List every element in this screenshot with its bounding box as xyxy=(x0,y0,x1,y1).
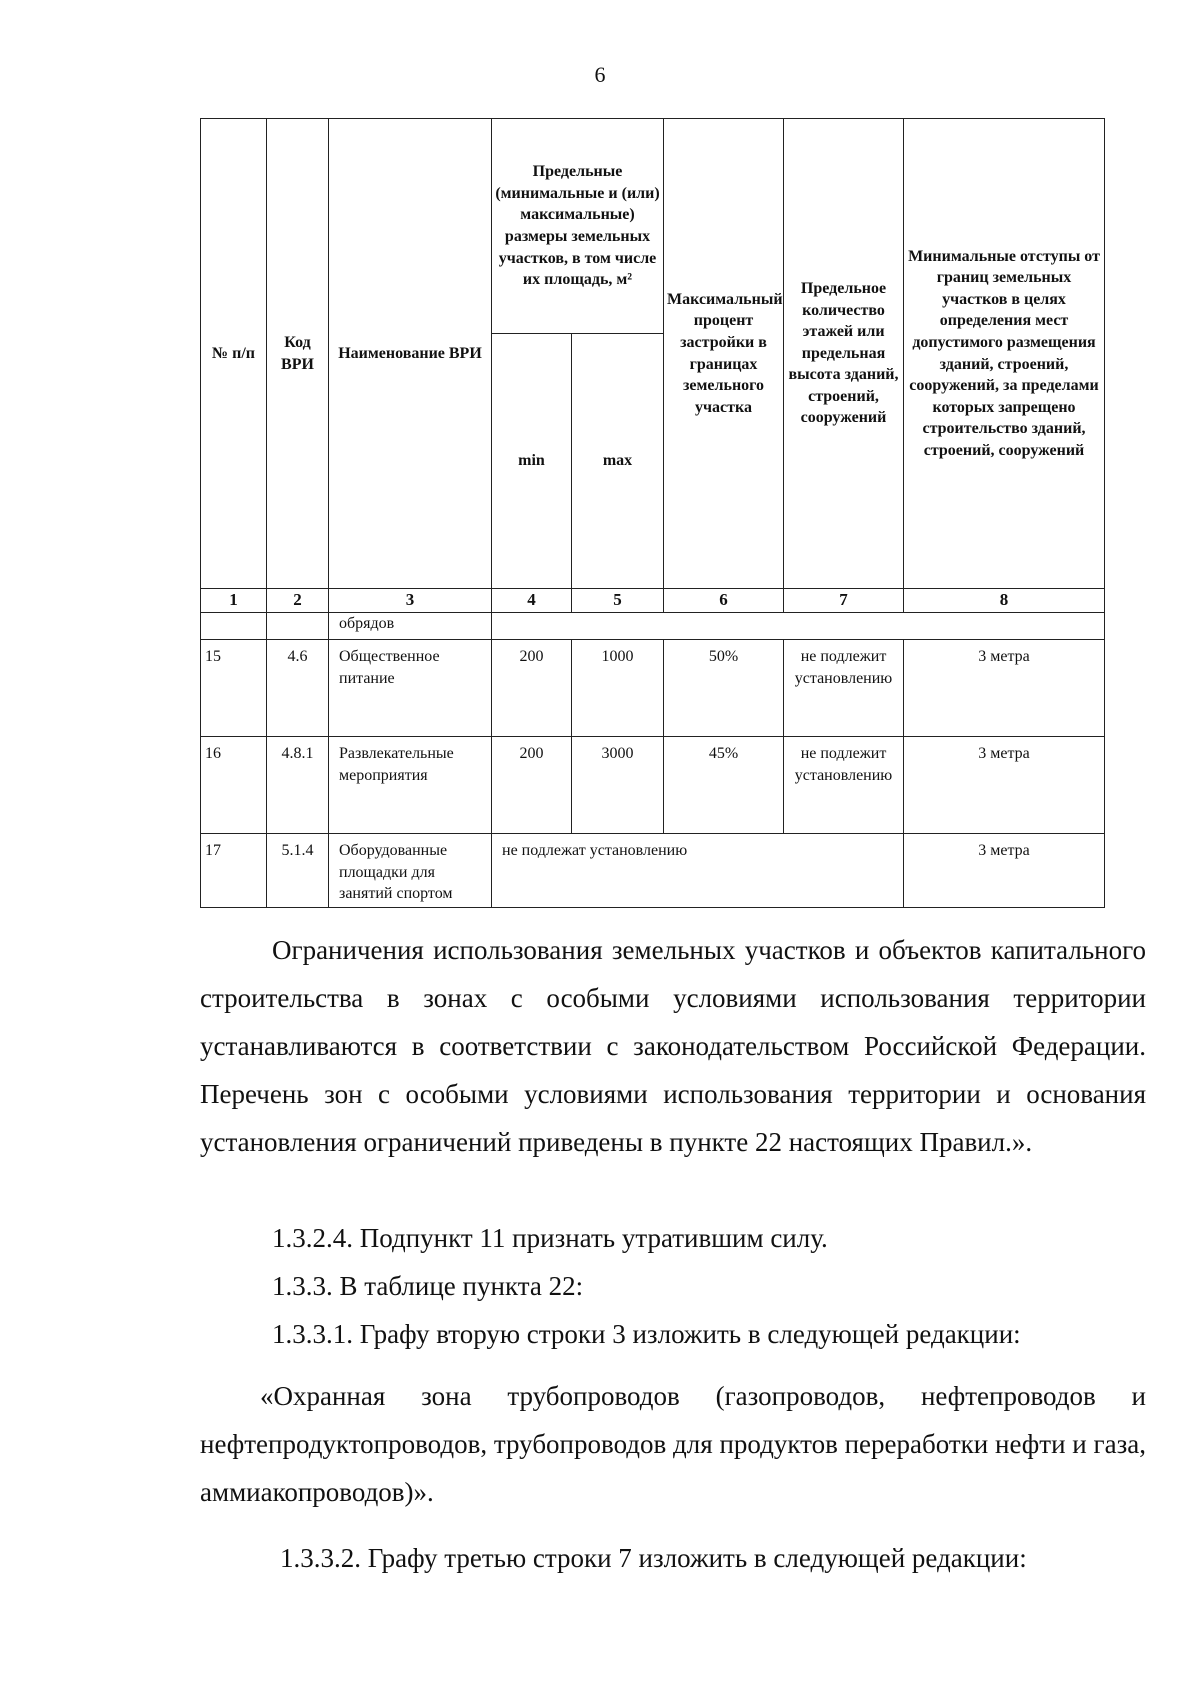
item-1-3-3-2: 1.3.3.2. Графу третью строки 7 изложить в следующей редакции: xyxy=(280,1543,1027,1573)
row-code: 4.8.1 xyxy=(267,736,329,833)
row-floors: не подлежит установлению xyxy=(784,736,904,833)
continuation-text: обрядов xyxy=(329,612,492,639)
row-min: 200 xyxy=(492,639,572,736)
row-merged-note: не подлежат установлению xyxy=(492,833,904,907)
row-name: Общественное питание xyxy=(329,639,492,736)
header-num: № п/п xyxy=(201,119,267,589)
item-1-3-3: 1.3.3. В таблице пункта 22: xyxy=(272,1271,584,1301)
row-num: 15 xyxy=(201,639,267,736)
page-number: 6 xyxy=(594,62,606,87)
continuation-row xyxy=(201,612,1105,639)
row-code: 4.6 xyxy=(267,639,329,736)
item-1-3-2-4: 1.3.2.4. Подпункт 11 признать утратившим силу. xyxy=(272,1223,828,1253)
row-num: 16 xyxy=(201,736,267,833)
column-number: 7 xyxy=(784,589,904,613)
paragraph-restrictions: Ограничения использования земельных участков и объектов капитального строительства в зонах с особыми условиями использования территории устанавливаются в соответствии с законодательством Российской Федерации. Перечень зон с особыми условиями использования территории и основания установления ограничений приведены в пункте 22 настоящих Правил.». xyxy=(200,935,1146,1157)
column-number: 3 xyxy=(329,589,492,613)
header-setbacks: Минимальные отступы от границ земельных участков в целях определения мест допустимого размещения зданий, строений, сооружений, за пределами которых запрещено строительство зданий, строений, сооружений xyxy=(904,119,1105,589)
table-row xyxy=(201,833,1105,907)
header-max: max xyxy=(572,334,664,589)
column-number: 2 xyxy=(267,589,329,613)
row-min: 200 xyxy=(492,736,572,833)
land-use-table xyxy=(200,118,1105,908)
row-name: Развлекательные мероприятия xyxy=(329,736,492,833)
row-setback: 3 метра xyxy=(904,736,1105,833)
header-sizes: Предельные (минимальные и (или) максимальные) размеры земельных участков, в том числе их площадь, м² xyxy=(492,119,664,334)
column-number: 4 xyxy=(492,589,572,613)
row-num: 17 xyxy=(201,833,267,907)
header-max-percent: Максимальный процент застройки в границах земельного участка xyxy=(664,119,784,589)
header-min: min xyxy=(492,334,572,589)
table-row xyxy=(201,639,1105,736)
row-percent: 50% xyxy=(664,639,784,736)
row-code: 5.1.4 xyxy=(267,833,329,907)
row-setback: 3 метра xyxy=(904,833,1105,907)
row-max: 3000 xyxy=(572,736,664,833)
header-code: Код ВРИ xyxy=(267,119,329,589)
item-1-3-3-1: 1.3.3.1. Графу вторую строки 3 изложить в следующей редакции: xyxy=(272,1319,1021,1349)
column-number: 8 xyxy=(904,589,1105,613)
column-number: 1 xyxy=(201,589,267,613)
header-name: Наименование ВРИ xyxy=(329,119,492,589)
column-number-row xyxy=(201,589,1105,613)
row-max: 1000 xyxy=(572,639,664,736)
row-setback: 3 метра xyxy=(904,639,1105,736)
row-percent: 45% xyxy=(664,736,784,833)
body-paragraph xyxy=(200,926,1146,1166)
row-name: Оборудованные площадки для занятий спортом xyxy=(329,833,492,907)
header-floors: Предельное количество этажей или предельная высота зданий, строений, сооружений xyxy=(784,119,904,589)
column-number: 5 xyxy=(572,589,664,613)
quote-block xyxy=(200,1372,1146,1516)
row-floors: не подлежит установлению xyxy=(784,639,904,736)
quote-text: «Охранная зона трубопроводов (газопроводов, нефтепроводов и нефтепродуктопроводов, трубопроводов для продуктов переработки нефти и газа, аммиакопроводов)». xyxy=(200,1381,1146,1507)
table-row xyxy=(201,736,1105,833)
column-number: 6 xyxy=(664,589,784,613)
